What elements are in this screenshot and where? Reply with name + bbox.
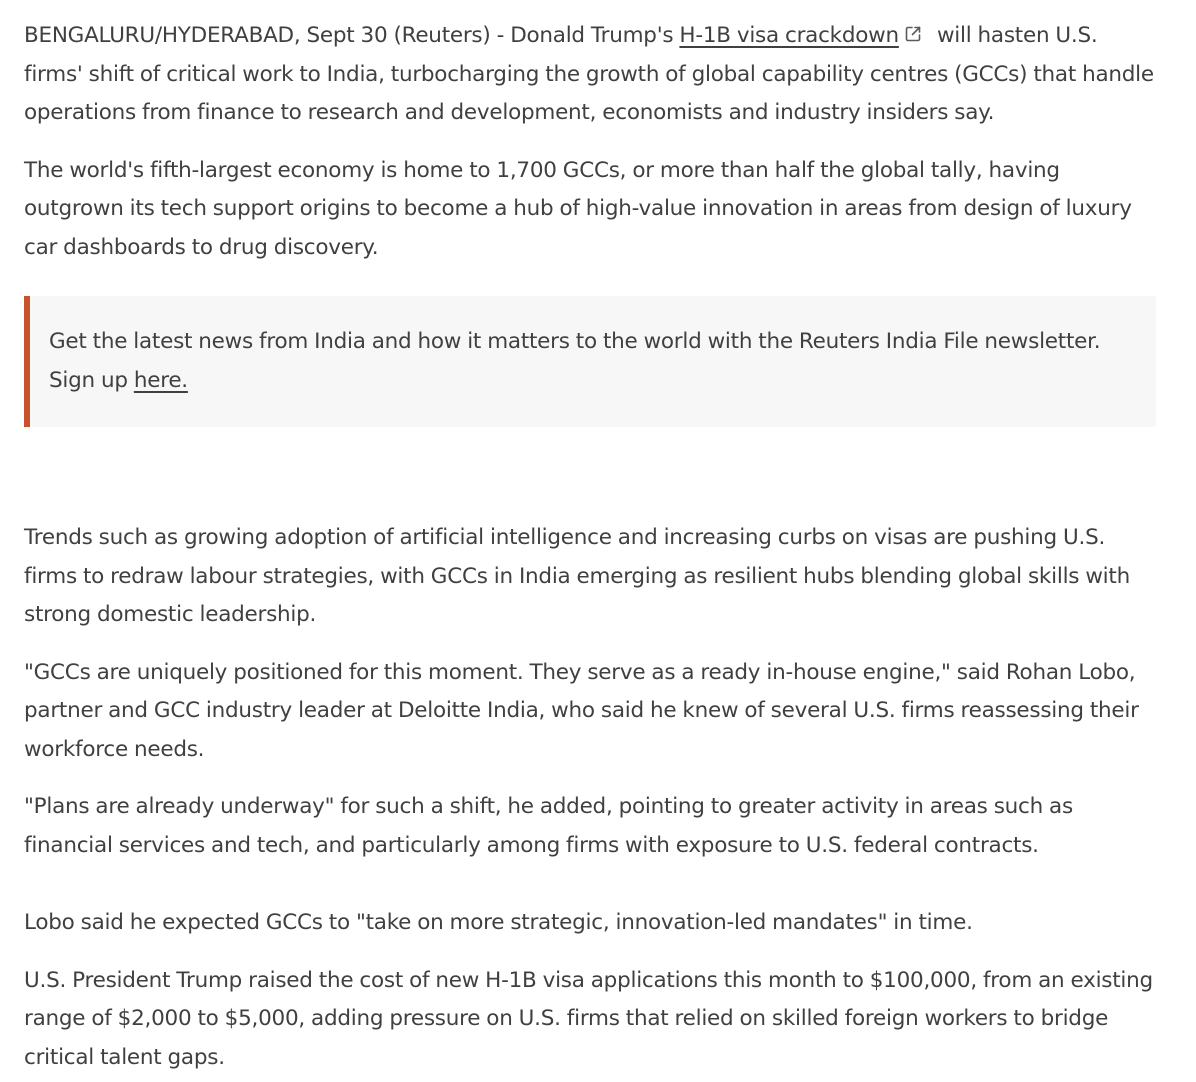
paragraph-1-lead: BENGALURU/HYDERABAD, Sept 30 (Reuters) - Donald Trump's [24,23,680,48]
newsletter-signup-link[interactable]: here. [133,367,188,393]
article-body [24,17,1156,1077]
article-paragraph-6: Lobo said he expected GCCs to "take on more strategic, innovation-led mandates" in time. [24,910,973,935]
article-paragraph-1 [24,17,1156,133]
h1b-crackdown-link[interactable]: H-1B visa crackdown [679,23,899,48]
paragraph-1-rest: will hasten U.S. firms' shift of critical work to India, turbocharging the growth of global capability centres (GCCs) that handle operations from finance to research and development, economists and industry insiders say. [24,23,1154,125]
newsletter-message: Get the latest news from India and how it matters to the world with the Reuters India File newsletter. Sign up [49,329,1101,393]
article-paragraph-4: "GCCs are uniquely positioned for this moment. They serve as a ready in-house engine," said Rohan Lobo, partner and GCC industry leader at Deloitte India, who said he knew of several U.S. firms reassessing their workforce needs. [24,659,1139,762]
article-paragraph-7: U.S. President Trump raised the cost of new H-1B visa applications this month to $100,000, from an existing range of $2,000 to $5,000, adding pressure on U.S. firms that relied on skilled foreign workers to bridge critical talent gaps. [24,967,1153,1070]
external-link-icon[interactable] [903,24,923,44]
newsletter-callout [24,296,1156,427]
article-paragraph-2: The world's fifth-largest economy is home to 1,700 GCCs, or more than half the global tally, having outgrown its tech support origins to become a hub of high-value innovation in areas from design of luxury car dashboards to drug discovery. [24,157,1132,260]
newsletter-text [49,323,1132,400]
article-paragraph-3: Trends such as growing adoption of artificial intelligence and increasing curbs on visas are pushing U.S. firms to redraw labour strategies, with GCCs in India emerging as resilient hubs blending global skills with strong domestic leadership. [24,525,1130,627]
article-paragraph-5: "Plans are already underway" for such a shift, he added, pointing to greater activity in areas such as financial services and tech, and particularly among firms with exposure to U.S. federal contracts. [24,794,1073,858]
